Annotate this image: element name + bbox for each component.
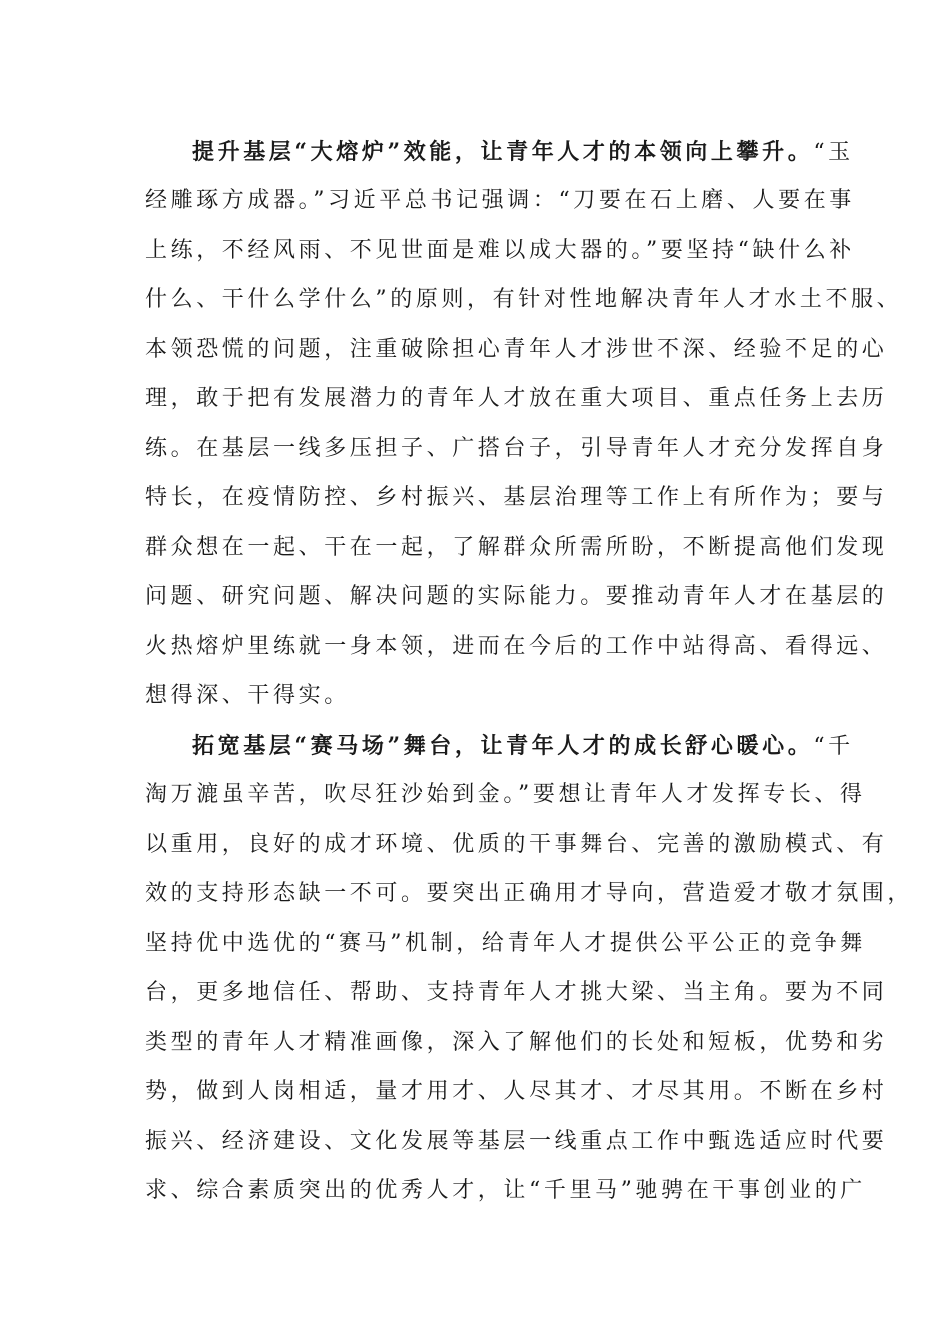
paragraph-line: 经雕琢方成器。”习近平总书记强调：“刀要在石上磨、人要在事 — [145, 188, 855, 213]
paragraph-line: 振兴、经济建设、文化发展等基层一线重点工作中甄选适应时代要 — [145, 1129, 888, 1154]
paragraph-line: 以重用，良好的成才环境、优质的干事舞台、完善的激励模式、有 — [145, 832, 888, 857]
paragraph-line: 火热熔炉里练就一身本领，进而在今后的工作中站得高、看得远、 — [145, 634, 888, 659]
paragraph-line: 想得深、干得实。 — [145, 683, 350, 708]
paragraph-line: 练。在基层一线多压担子、广搭台子，引导青年人才充分发挥自身 — [145, 436, 888, 461]
paragraph-line: 群众想在一起、干在一起，了解群众所需所盼，不断提高他们发现 — [145, 535, 888, 560]
paragraph-2-heading: 拓宽基层“赛马场”舞台，让青年人才的成长舒心暖心。 — [192, 733, 814, 759]
paragraph-line: 势，做到人岗相适，量才用才、人尽其才、才尽其用。不断在乡村 — [145, 1079, 888, 1104]
paragraph-line: 理，敢于把有发展潜力的青年人才放在重大项目、重点任务上去历 — [145, 386, 888, 411]
paragraph-1-heading-tail: “玉 — [813, 140, 854, 165]
paragraph-line: 问题、研究问题、解决问题的实际能力。要推动青年人才在基层的 — [145, 584, 888, 609]
paragraph-line: 求、综合素质突出的优秀人才，让“千里马”驰骋在干事创业的广 — [145, 1178, 866, 1203]
paragraph-line: 什么、干什么学什么”的原则，有针对性地解决青年人才水土不服、 — [145, 287, 903, 312]
paragraph-line: 坚持优中选优的“赛马”机制，给青年人才提供公平公正的竞争舞 — [145, 931, 866, 956]
paragraph-line: 台，更多地信任、帮助、支持青年人才挑大梁、当主角。要为不同 — [145, 980, 888, 1005]
paragraph-line: 特长，在疫情防控、乡村振兴、基层治理等工作上有所作为；要与 — [145, 485, 888, 510]
paragraph-line: 淘万漉虽辛苦，吹尽狂沙始到金。”要想让青年人才发挥专长、得 — [145, 782, 866, 807]
paragraph-line: 效的支持形态缺一不可。要突出正确用才导向，营造爱才敬才氛围， — [145, 881, 914, 906]
paragraph-line: 上练，不经风雨、不见世面是难以成大器的。”要坚持“缺什么补 — [145, 238, 855, 263]
paragraph-line: 本领恐慌的问题，注重破除担心青年人才涉世不深、经验不足的心 — [145, 337, 888, 362]
paragraph-1-heading: 提升基层“大熔炉”效能，让青年人才的本领向上攀升。 — [192, 139, 814, 165]
paragraph-2-heading-tail: “千 — [813, 734, 854, 759]
paragraph-line: 类型的青年人才精准画像，深入了解他们的长处和短板，优势和劣 — [145, 1030, 888, 1055]
paragraph-1-line-1 — [192, 136, 854, 168]
paragraph-2-line-1 — [192, 730, 854, 762]
